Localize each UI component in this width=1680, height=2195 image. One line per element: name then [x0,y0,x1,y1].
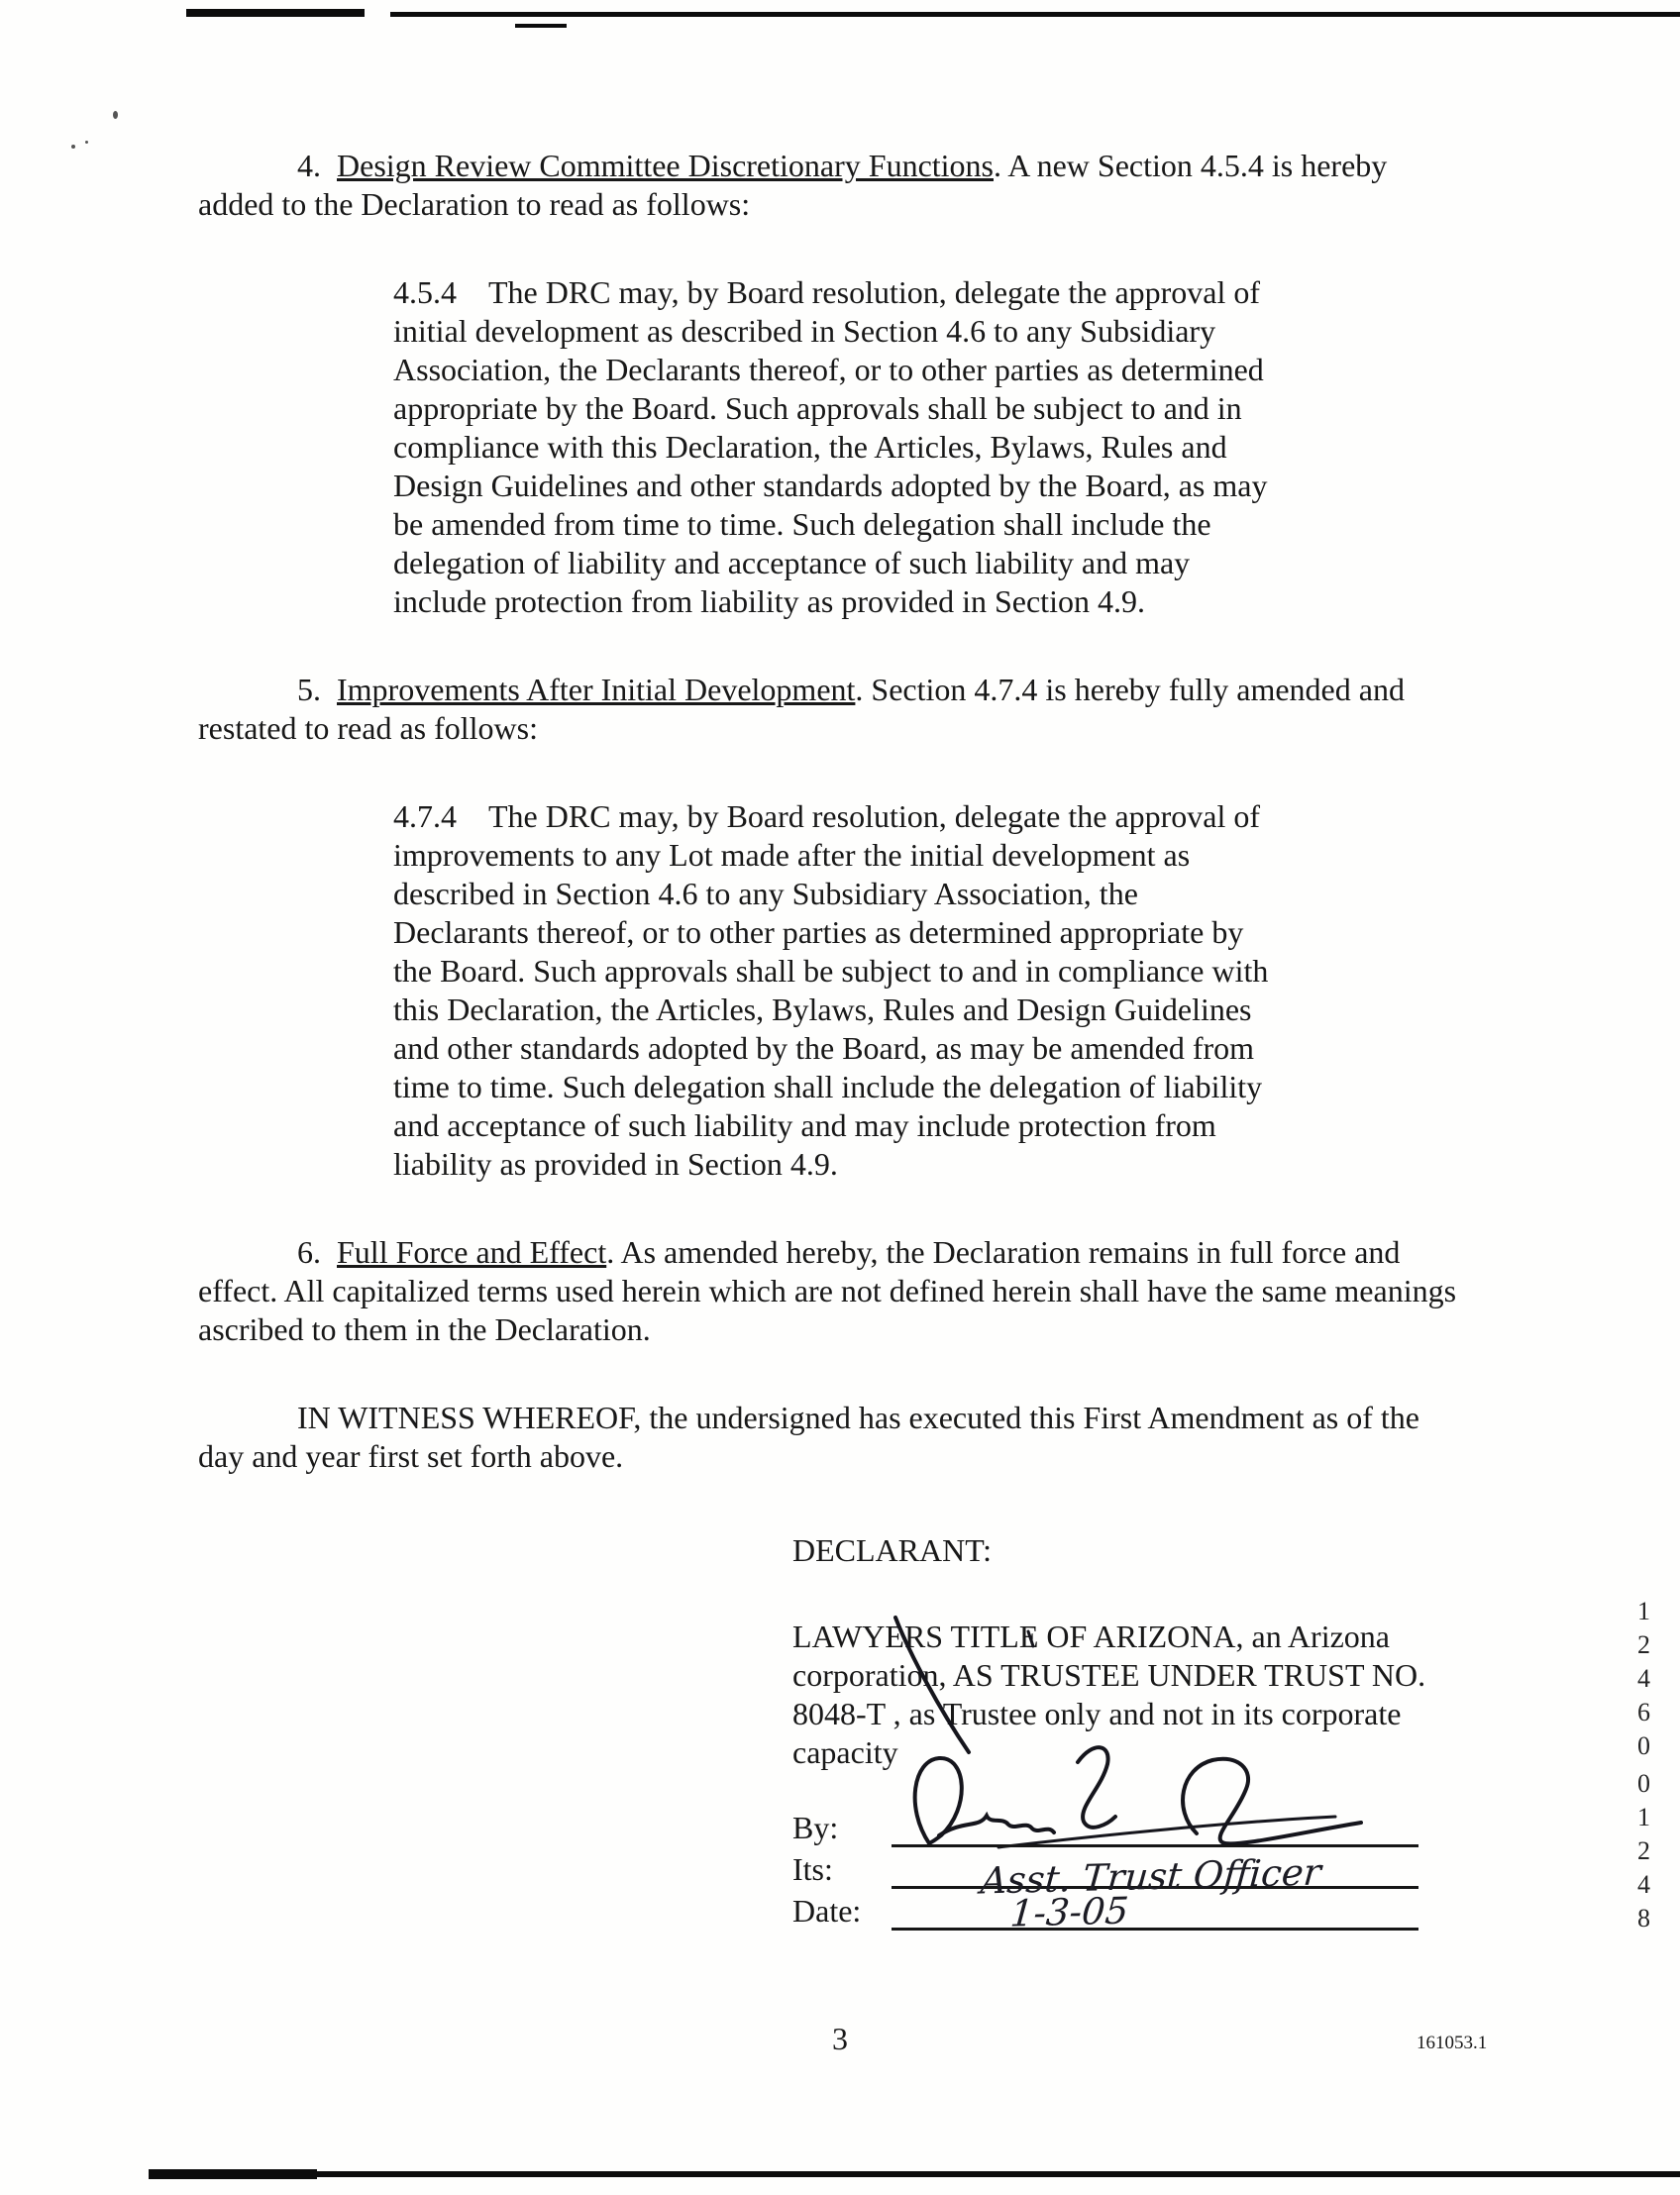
section-5-paragraph [198,671,1458,748]
section-5-number: 5. [297,672,321,707]
margin-stamp-code-top: 12460 [1629,1597,1658,1765]
section-4-5-4-paragraph [393,273,1273,621]
scan-line-top-thin [390,12,1680,17]
signature-rows [792,1806,1458,1935]
scan-line-top-dash [515,24,567,28]
scan-line-top-thick [186,9,365,17]
its-line [892,1849,1418,1903]
section-4-7-4-number: 4.7.4 [393,798,457,834]
by-label: By: [792,1810,839,1845]
scan-speck [113,111,118,119]
section-4-7-4-text: The DRC may, by Board resolution, delegate the approval of improvements to any Lot made after the initial development as described in Section 4.6 to any Subsidiary Association, the Declarants thereof, or to other parties as determined appropriate by the Board. Such approvals shall be subject to and in compliance with this Declaration, the Articles, Bylaws, Rules and Design Guidelines and other standards adopted by the Board, as may be amended from time to time. Such delegation shall include the delegation of liability and acceptance of such liability and may include protection from liability as provided in Section 4.9. [393,798,1269,1182]
section-5-intro-text: . Section 4.7.4 is hereby fully amended and restated to read as follows: [198,672,1405,746]
section-4-5-4-number: 4.5.4 [393,274,457,310]
section-6-paragraph [198,1233,1458,1349]
scan-line-bottom [149,2171,1680,2177]
section-4-heading: Design Review Committee Discretionary Functions [337,148,994,183]
declarant-entity [792,1618,1458,1772]
date-handwritten-value: 1-3-05 [1008,1889,1130,1935]
by-signature-line [892,1808,1418,1847]
section-4-7-4-paragraph [393,797,1273,1184]
document-body [198,147,1458,1935]
margin-stamp-code-bottom: 01248 [1629,1769,1658,1937]
section-5-heading: Improvements After Initial Development [337,672,856,707]
entity-line: LAWYERS TITLE OF ARIZONA, an Arizona [792,1619,1390,1654]
section-4-5-4-text: The DRC may, by Board resolution, delegate the approval of initial development as described in Section 4.6 to any Subsidiary Association, the Declarants thereof, or to other parties as determined appropriate by the Board. Such approvals shall be subject to and in compliance with this Declaration, the Articles, Bylaws, Rules and Design Guidelines and other standards adopted by the Board, as may be amended from time to time. Such delegation shall include the delegation of liability and acceptance of such liability and may include protection from liability as provided in Section 4.9. [393,274,1268,619]
entity-line: capacity [792,1734,898,1770]
signature-by-row [792,1806,1458,1847]
its-handwritten-value: Asst. Trust Officer [979,1850,1323,1903]
section-4-paragraph [198,147,1458,224]
scan-line-bottom-thick [149,2169,317,2179]
entity-line: corporation, AS TRUSTEE UNDER TRUST NO. [792,1657,1426,1693]
section-6-number: 6. [297,1234,321,1270]
signature-its-row [792,1847,1458,1903]
signature-block [792,1531,1458,1935]
declarant-label: DECLARANT: [792,1532,993,1568]
witness-clause: IN WITNESS WHEREOF, the undersigned has executed this First Amendment as of the day and year first set forth above. [198,1400,1419,1474]
date-label: Date: [792,1893,862,1929]
section-6-text: . As amended hereby, the Declaration remains in full force and effect. All capitalized terms used herein which are not defined herein shall have the same meanings ascribed to them in the Declaration. [198,1234,1457,1347]
section-6-heading: Full Force and Effect [337,1234,607,1270]
page-number: 3 [832,2021,848,2056]
date-line [892,1889,1418,1935]
signature-date-row [792,1889,1458,1935]
document-reference-number: 161053.1 [1417,2033,1488,2053]
section-4-number: 4. [297,148,321,183]
entity-line: 8048-T , as Trustee only and not in its corporate [792,1696,1402,1731]
its-label: Its: [792,1851,833,1887]
scan-speck [85,141,88,144]
scan-speck [71,145,75,149]
section-4-intro-text: . A new Section 4.5.4 is hereby added to the Declaration to read as follows: [198,148,1388,222]
